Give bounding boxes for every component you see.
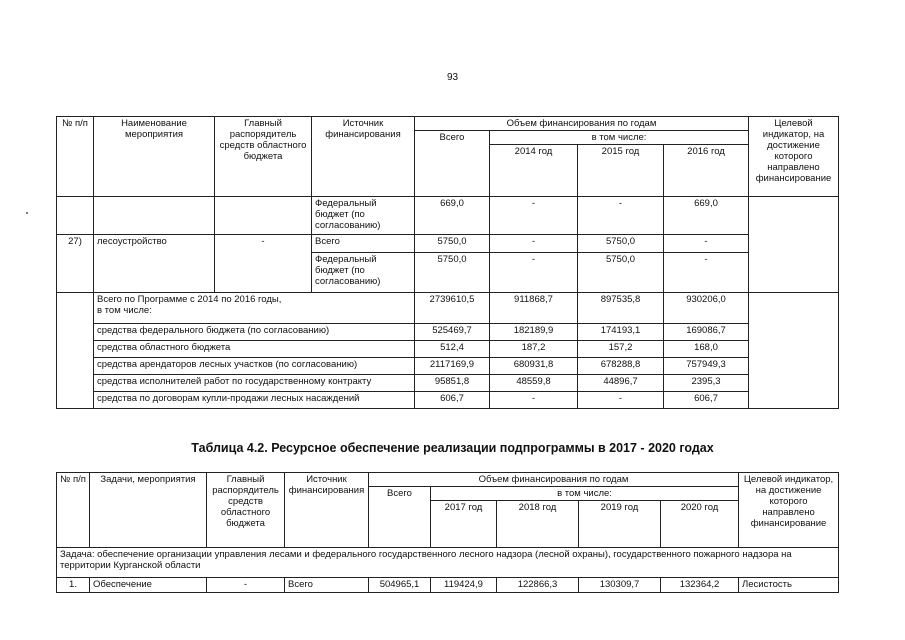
summary-label: Всего по Программе с 2014 по 2016 годы, в том числе: xyxy=(94,293,415,324)
task-row xyxy=(57,548,839,578)
summary-label: средства арендаторов лесных участков (по согласованию) xyxy=(94,358,415,375)
cell-name xyxy=(94,197,215,235)
cell-total: 504965,1 xyxy=(369,578,431,593)
summary-row xyxy=(57,392,839,409)
header-name: Наименование мероприятия xyxy=(94,117,215,197)
cell-total: 2117169,9 xyxy=(415,358,490,375)
header-year-2018: 2018 год xyxy=(497,501,579,548)
cell-year-2015: 157,2 xyxy=(578,341,664,358)
header-year-2016: 2016 год xyxy=(664,145,749,197)
cell-manager: - xyxy=(215,235,312,293)
cell-year-2016: 669,0 xyxy=(664,197,749,235)
summary-row xyxy=(57,341,839,358)
header-total: Всего xyxy=(369,487,431,548)
header-year-2014: 2014 год xyxy=(490,145,578,197)
cell-year-2015: 44896,7 xyxy=(578,375,664,392)
cell-year-2016: - xyxy=(664,235,749,253)
table-row xyxy=(57,197,839,235)
header-volume: Объем финансирования по годам xyxy=(415,117,749,131)
summary-row xyxy=(57,293,839,324)
table-row xyxy=(57,235,839,253)
header-manager: Главный распорядитель средств областного бюджета xyxy=(207,473,285,548)
cell-year-2016: 2395,3 xyxy=(664,375,749,392)
header-volume: Объем финансирования по годам xyxy=(369,473,739,487)
cell-year-2015: 5750,0 xyxy=(578,235,664,253)
cell-total: 5750,0 xyxy=(415,253,490,293)
header-source: Источник финансирования xyxy=(312,117,415,197)
header-name: Задачи, мероприятия xyxy=(90,473,207,548)
cell-year-2015: 174193,1 xyxy=(578,324,664,341)
cell-source: Всего xyxy=(285,578,369,593)
cell-year-2014: - xyxy=(490,253,578,293)
task-text: Задача: обеспечение организации управления лесами и федерального государственного лесного надзора (лесной охраны), государственного пожарного надзора на территории Курганской области xyxy=(57,548,839,578)
cell-year-2014: 182189,9 xyxy=(490,324,578,341)
cell-year-2016: 757949,3 xyxy=(664,358,749,375)
header-year-2017: 2017 год xyxy=(431,501,497,548)
cell-year-2015: 678288,8 xyxy=(578,358,664,375)
header-num: № п/п xyxy=(57,117,94,197)
cell-year-2015: 5750,0 xyxy=(578,253,664,293)
header-incl: в том числе: xyxy=(490,131,749,145)
header-indicator: Целевой индикатор, на достижение которого направлено финансирование xyxy=(749,117,839,197)
cell-num: 27) xyxy=(57,235,94,293)
cell-name: Обеспечение xyxy=(90,578,207,593)
cell-total: 5750,0 xyxy=(415,235,490,253)
cell-indicator: Лесистость xyxy=(739,578,839,593)
header-total: Всего xyxy=(415,131,490,197)
table-caption: Таблица 4.2. Ресурсное обеспечение реализации подпрограммы в 2017 - 2020 годах xyxy=(191,441,714,455)
cell-year-2019: 130309,7 xyxy=(579,578,661,593)
cell-year-2020: 132364,2 xyxy=(661,578,739,593)
header-manager: Главный распорядитель средств областного бюджета xyxy=(215,117,312,197)
summary-row xyxy=(57,358,839,375)
summary-label: средства областного бюджета xyxy=(94,341,415,358)
header-year-2019: 2019 год xyxy=(579,501,661,548)
cell-year-2014: - xyxy=(490,197,578,235)
header-num: № п/п xyxy=(57,473,90,548)
funding-table-2014-2016 xyxy=(56,116,839,409)
cell-source: Всего xyxy=(312,235,415,253)
cell-year-2014: - xyxy=(490,235,578,253)
cell-year-2014: 48559,8 xyxy=(490,375,578,392)
cell-total: 95851,8 xyxy=(415,375,490,392)
header-year-2020: 2020 год xyxy=(661,501,739,548)
cell-year-2014: 680931,8 xyxy=(490,358,578,375)
summary-row xyxy=(57,324,839,341)
cell-name: лесоустройство xyxy=(94,235,215,293)
cell-indicator xyxy=(749,197,839,293)
funding-table-2017-2020 xyxy=(56,472,839,593)
cell-year-2016: 930206,0 xyxy=(664,293,749,324)
cell-num xyxy=(57,197,94,235)
cell-total: 669,0 xyxy=(415,197,490,235)
header-source: Источник финансирования xyxy=(285,473,369,548)
cell-total: 606,7 xyxy=(415,392,490,409)
summary-label: средства по договорам купли-продажи лесных насаждений xyxy=(94,392,415,409)
header-incl: в том числе: xyxy=(431,487,739,501)
margin-dot xyxy=(26,212,28,214)
page-number: 93 xyxy=(446,72,459,83)
header-year-2015: 2015 год xyxy=(578,145,664,197)
cell-year-2015: - xyxy=(578,197,664,235)
cell-source: Федеральный бюджет (по согласованию) xyxy=(312,197,415,235)
cell-year-2016: 606,7 xyxy=(664,392,749,409)
cell-manager xyxy=(215,197,312,235)
cell-total: 2739610,5 xyxy=(415,293,490,324)
header-indicator: Целевой индикатор, на достижение которого направлено финансирование xyxy=(739,473,839,548)
cell-year-2014: 187,2 xyxy=(490,341,578,358)
cell-indicator xyxy=(749,293,839,409)
cell-year-2015: 897535,8 xyxy=(578,293,664,324)
cell-year-2017: 119424,9 xyxy=(431,578,497,593)
cell-num: 1. xyxy=(57,578,90,593)
cell-total: 525469,7 xyxy=(415,324,490,341)
cell-source: Федеральный бюджет (по согласованию) xyxy=(312,253,415,293)
cell-total: 512,4 xyxy=(415,341,490,358)
summary-label: средства федерального бюджета (по согласованию) xyxy=(94,324,415,341)
cell-year-2016: - xyxy=(664,253,749,293)
cell-num xyxy=(57,293,94,409)
table-row xyxy=(57,578,839,593)
cell-year-2018: 122866,3 xyxy=(497,578,579,593)
cell-year-2016: 169086,7 xyxy=(664,324,749,341)
cell-year-2014: - xyxy=(490,392,578,409)
cell-year-2014: 911868,7 xyxy=(490,293,578,324)
cell-year-2015: - xyxy=(578,392,664,409)
cell-manager: - xyxy=(207,578,285,593)
summary-label: средства исполнителей работ по государственному контракту xyxy=(94,375,415,392)
summary-row xyxy=(57,375,839,392)
cell-year-2016: 168,0 xyxy=(664,341,749,358)
